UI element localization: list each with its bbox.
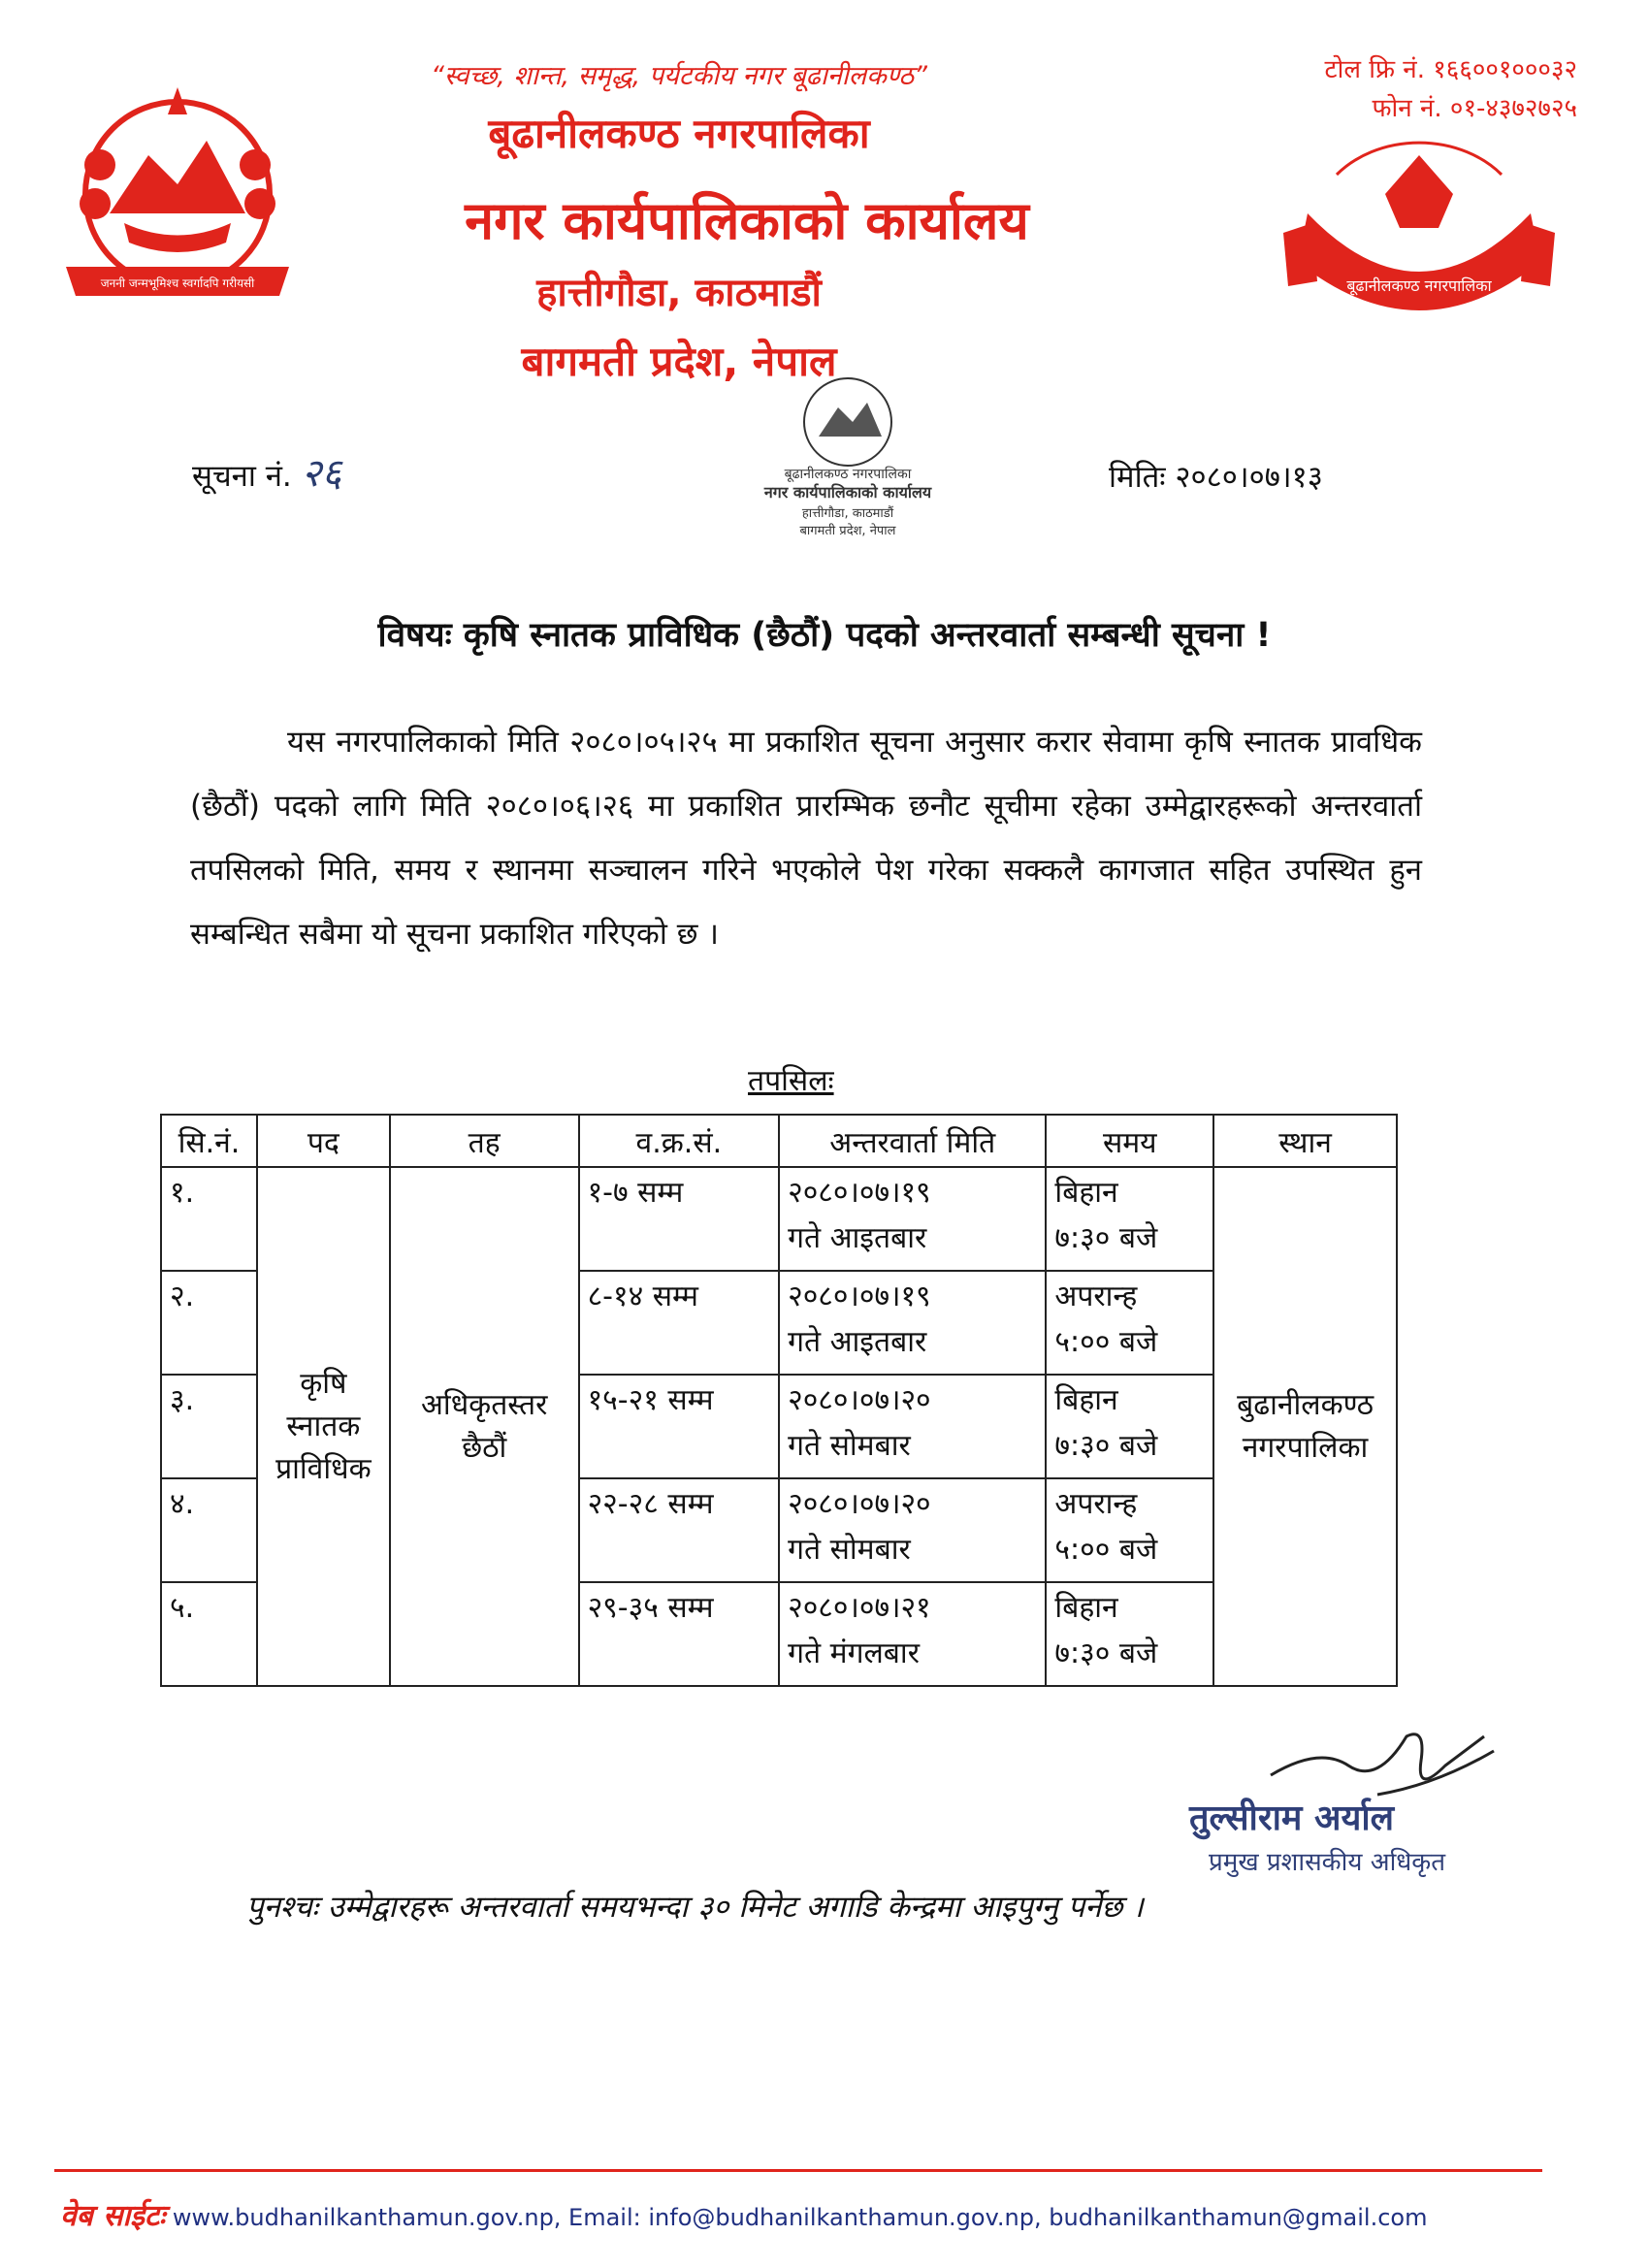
cell-shift: बिहान [1054, 1176, 1118, 1210]
cell-time-value: ७:३० बजे [1054, 1636, 1158, 1670]
cell-time [1046, 1167, 1213, 1271]
cell-date [779, 1375, 1046, 1478]
notice-subject: विषयः कृषि स्नातक प्राविधिक (छैठौं) पदको अन्तरवार्ता सम्बन्धी सूचना ! [377, 616, 1272, 655]
cell-shift: बिहान [1054, 1383, 1118, 1417]
header-roll: व.क्र.सं. [579, 1115, 780, 1167]
cell-time [1046, 1375, 1213, 1478]
cell-date-value: २०८०।०७।२० [788, 1383, 931, 1417]
cell-sn: ४. [161, 1478, 257, 1582]
svg-text:जननी जन्मभूमिश्च स्वर्गादपि गर: जननी जन्मभूमिश्च स्वर्गादपि गरीयसी [100, 276, 255, 290]
table-row [161, 1167, 1397, 1271]
cell-date-value: २०८०।०७।१९ [788, 1176, 931, 1210]
postscript: पुनश्चः उम्मेद्वारहरू अन्तरवार्ता समयभन्दा ३० मिनेट अगाडि केन्द्रमा आइपुग्नु पर्नेछ । [246, 1890, 1144, 1925]
cell-time-value: ७:३० बजे [1054, 1429, 1158, 1463]
cell-date-value: २०८०।०७।२१ [788, 1591, 931, 1625]
cell-sn: ३. [161, 1375, 257, 1478]
office-stamp [731, 364, 964, 552]
header-time: समय [1046, 1115, 1213, 1167]
cell-post: कृषि स्नातक प्राविधिक [257, 1167, 390, 1686]
header-level: तह [390, 1115, 579, 1167]
cell-time [1046, 1271, 1213, 1375]
toll-free-number: टोल फ्रि नं. १६६००१०००३२ [1324, 55, 1577, 84]
header-post: पद [257, 1115, 390, 1167]
interview-schedule-table [160, 1114, 1398, 1687]
cell-day: गते मंगलबार [788, 1636, 920, 1670]
cell-time-value: ५:०० बजे [1054, 1533, 1158, 1567]
cell-sn: १. [161, 1167, 257, 1271]
notice-date: मितिः २०८०।०७।१३ [1109, 460, 1323, 495]
cell-sn: ५. [161, 1582, 257, 1686]
svg-text:नगर कार्यपालिकाको कार्यालय: नगर कार्यपालिकाको कार्यालय [763, 483, 932, 502]
cell-time [1046, 1478, 1213, 1582]
cell-venue: बुढानीलकण्ठ नगरपालिका [1213, 1167, 1397, 1686]
cell-time-value: ५:०० बजे [1054, 1325, 1158, 1359]
header-date: अन्तरवार्ता मिति [779, 1115, 1046, 1167]
footer [60, 2194, 1427, 2234]
cell-shift: अपरान्ह [1054, 1487, 1138, 1521]
cell-day: गते आइतबार [788, 1221, 927, 1255]
cell-shift: अपरान्ह [1054, 1280, 1138, 1313]
notice-body: यस नगरपालिकाको मिति २०८०।०५।२५ मा प्रकाशित सूचना अनुसार करार सेवामा कृषि स्नातक प्रावधिक (छैठौं) पदको लागि मिति २०८०।०६।२६ मा प्रकाशित प्रारम्भिक छनौट सूचीमा रहेका उम्मेद्वारहरूको अन्तरवार्ता तपसिलको मिति, समय र स्थानमा सञ्चालन गरिने भएकोले पेश गरेका सक्कलै कागजात सहित उपस्थित हुन सम्बन्धित सबैमा यो सूचना प्रकाशित गरिएको छ । [190, 725, 1422, 952]
cell-date [779, 1271, 1046, 1375]
cell-date [779, 1478, 1046, 1582]
cell-roll: २९-३५ सम्म [579, 1582, 780, 1686]
signer-name: तुल्सीराम अर्याल [1189, 1798, 1395, 1838]
cell-shift: बिहान [1054, 1591, 1118, 1625]
cell-date-value: २०८०।०७।१९ [788, 1280, 931, 1313]
cell-sn: २. [161, 1271, 257, 1375]
cell-time [1046, 1582, 1213, 1686]
cell-day: गते सोमबार [788, 1429, 911, 1463]
cell-roll: ८-१४ सम्म [579, 1271, 780, 1375]
svg-text:हात्तीगौडा, काठमाडौं: हात्तीगौडा, काठमाडौं [801, 506, 894, 521]
notice-number-label: सूचना नं. [192, 459, 292, 494]
cell-day: गते सोमबार [788, 1533, 911, 1567]
cell-level: अधिकृतस्तर छैठौं [390, 1167, 579, 1686]
notice-number [192, 444, 341, 498]
header-sn: सि.नं. [161, 1115, 257, 1167]
signer-title: प्रमुख प्रशासकीय अधिकृत [1209, 1848, 1446, 1877]
slogan: “स्वच्छ, शान्त, समृद्ध, पर्यटकीय नगर बूढानीलकण्ठ” [430, 61, 928, 91]
cell-roll: १५-२१ सम्म [579, 1375, 780, 1478]
cell-date-value: २०८०।०७।२० [788, 1487, 931, 1521]
phone-number: फोन नं. ०१-४३७२७२५ [1372, 94, 1577, 123]
office-address: हात्तीगौडा, काठमाडौं [536, 271, 822, 315]
footer-contacts[interactable]: www.budhanilkanthamun.gov.np, Email: info@budhanilkanthamun.gov.np, budhanilkanthamun@gmail.com [172, 2204, 1428, 2231]
schedule-title: तपसिलः [748, 1064, 834, 1098]
svg-text:बूढानीलकण्ठ नगरपालिका: बूढानीलकण्ठ नगरपालिका [784, 467, 912, 482]
municipality-name: बूढानीलकण्ठ नगरपालिका [488, 110, 870, 157]
cell-roll: २२-२८ सम्म [579, 1478, 780, 1582]
province: बागमती प्रदेश, नेपाल [521, 338, 837, 385]
footer-divider [54, 2169, 1542, 2172]
notice-number-value: २६ [301, 451, 342, 496]
footer-label: वेब साईटः [60, 2199, 166, 2233]
svg-text:बागमती प्रदेश, नेपाल: बागमती प्रदेश, नेपाल [799, 524, 896, 538]
cell-time-value: ७:३० बजे [1054, 1221, 1158, 1255]
cell-date [779, 1167, 1046, 1271]
office-name: नगर कार्यपालिकाको कार्यालय [465, 190, 1029, 251]
table-header-row [161, 1115, 1397, 1167]
cell-date [779, 1582, 1046, 1686]
cell-roll: १-७ सम्म [579, 1167, 780, 1271]
header-venue: स्थान [1213, 1115, 1397, 1167]
cell-day: गते आइतबार [788, 1325, 927, 1359]
contact-block [1325, 50, 1577, 128]
svg-text:बूढानीलकण्ठ नगरपालिका: बूढानीलकण्ठ नगरपालिका [1346, 276, 1492, 295]
